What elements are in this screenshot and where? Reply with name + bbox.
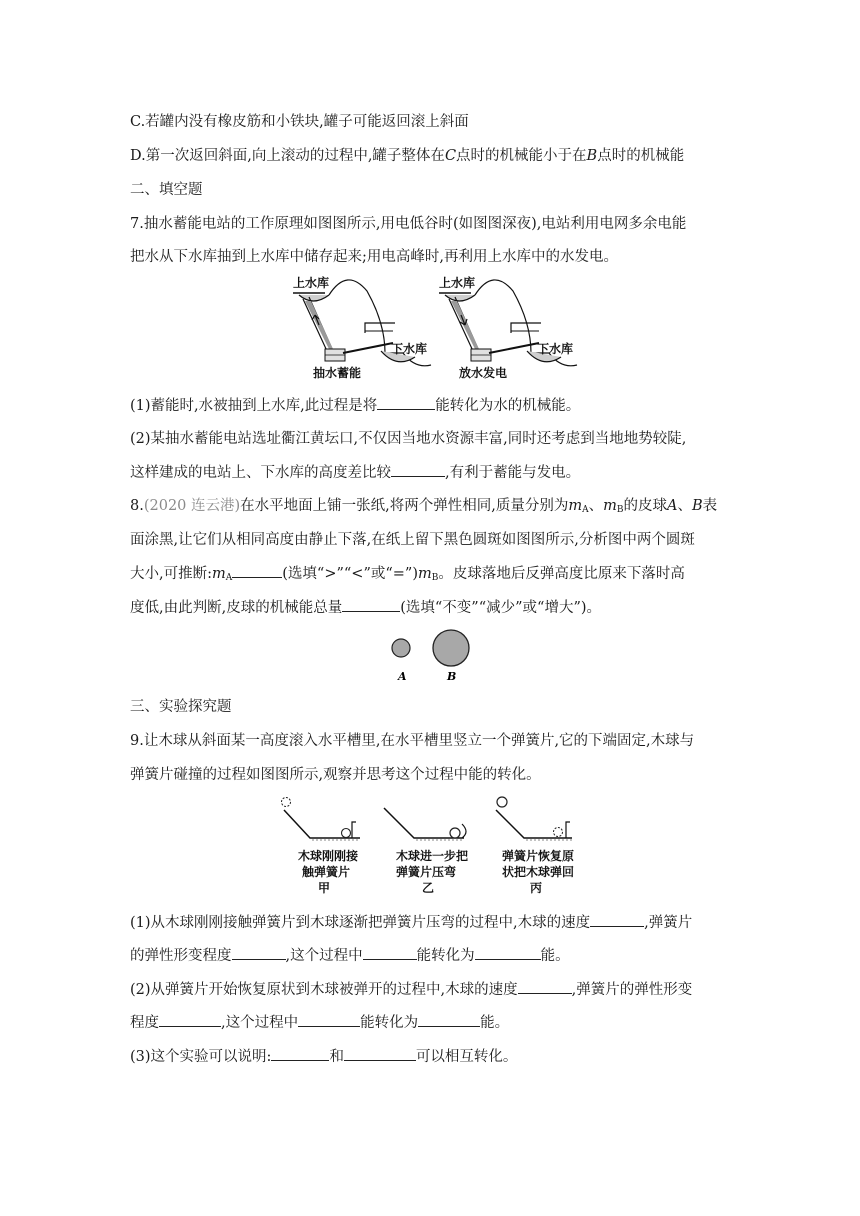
answer-blank[interactable] <box>344 1046 416 1061</box>
svg-text:触弹簧片: 触弹簧片 <box>302 865 351 879</box>
svg-text:状把木球弹回: 状把木球弹回 <box>502 865 575 879</box>
panel-bing <box>496 797 574 895</box>
q7-sub1: (1)蓄能时,水被抽到上水库,此过程是将 能转化为水的机械能。 <box>130 395 580 416</box>
svg-text:乙: 乙 <box>422 881 435 895</box>
q9-sub1-line1: (1)从木球刚刚接触弹簧片到木球逐渐把弹簧片压弯的过程中,木球的速度 ,弹簧片 <box>130 912 692 933</box>
answer-blank[interactable] <box>271 1046 329 1061</box>
q8-text-line4: 度低,由此判断,皮球的机械能总量 (选填“不变”“减少”或“增大”)。 <box>130 597 601 618</box>
spot-a-label: A <box>398 670 407 683</box>
q7-sub2-line2: 这样建成的电站上、下水库的高度差比较 ,有利于蓄能与发电。 <box>130 462 580 483</box>
q9-sub1-line2: 的弹性形变程度 ,这个过程中 能转化为 能。 <box>130 945 570 966</box>
panel-jia <box>282 798 361 896</box>
svg-text:丙: 丙 <box>530 881 543 895</box>
lower-reservoir-label-left: 下水库 <box>391 342 428 356</box>
pumped-storage-figure <box>285 273 585 385</box>
q9-sub2-line1: (2)从弹簧片开始恢复原状到木球被弹开的过程中,木球的速度 ,弹簧片的弹性形变 <box>130 979 692 1000</box>
q9-text-line2: 弹簧片碰撞的过程如图图所示,观察并思考这个过程中能的转化。 <box>130 767 541 783</box>
svg-text:甲: 甲 <box>318 881 331 895</box>
answer-blank[interactable] <box>363 945 417 960</box>
spot-a <box>392 639 410 657</box>
answer-blank[interactable] <box>518 979 572 994</box>
q7-sub2-line1: (2)某抽水蓄能电站选址衢江黄坛口,不仅因当地水资源丰富,同时还考虑到当地地势较陡, <box>130 431 687 447</box>
panel-yi <box>384 808 468 895</box>
q7-text-line2: 把水从下水库抽到上水库中储存起来;用电高峰时,再利用上水库中的水发电。 <box>130 249 618 265</box>
pumping-panel <box>293 275 431 380</box>
answer-blank[interactable] <box>232 563 282 578</box>
lower-reservoir-label-right: 下水库 <box>537 342 574 356</box>
q8-text-line3: 大小,可推断$:m_A$ (选填“>”“<”或“$=”)m_B$。皮球落地后反弹高度比原来下落时高 <box>130 563 685 588</box>
answer-blank[interactable] <box>342 597 400 612</box>
q9-sub3: (3)这个实验可以说明: 和 可以相互转化。 <box>130 1046 517 1067</box>
svg-text:弹簧片压弯: 弹簧片压弯 <box>396 865 457 879</box>
q6-option-c: C.若罐内没有橡皮筋和小铁块,罐子可能返回滚上斜面 <box>130 114 469 130</box>
answer-blank[interactable] <box>391 462 445 477</box>
q8-text-line2: 面涂黑,让它们从相同高度由静止下落,在纸上留下黑色圆斑如图图所示,分析图中两个圆斑 <box>130 532 695 548</box>
answer-blank[interactable] <box>475 945 541 960</box>
answer-blank[interactable] <box>377 395 435 410</box>
spot-b-label: B <box>447 670 457 683</box>
svg-text:木球刚刚接: 木球刚刚接 <box>298 849 359 863</box>
spot-b <box>433 630 469 666</box>
svg-text:弹簧片恢复原: 弹簧片恢复原 <box>502 849 575 863</box>
answer-blank[interactable] <box>590 912 644 927</box>
generating-panel <box>439 275 577 380</box>
svg-text:木球进一步把: 木球进一步把 <box>396 849 469 863</box>
answer-blank[interactable] <box>418 1012 480 1027</box>
upper-reservoir-label-left: 上水库 <box>293 276 330 290</box>
answer-blank[interactable] <box>232 945 286 960</box>
answer-blank[interactable] <box>159 1012 221 1027</box>
upper-reservoir-label-right: 上水库 <box>439 276 476 290</box>
generating-caption: 放水发电 <box>459 366 508 380</box>
q7-text-line1: 7.抽水蓄能电站的工作原理如图图所示,用电低谷时(如图图深夜),电站利用电网多余电能 <box>130 216 687 232</box>
q6-option-d: D.第一次返回斜面,向上滚动的过程中,罐子整体在C点时的机械能小于在B点时的机械能 <box>130 148 685 164</box>
source-tag: (2020 连云港) <box>143 498 241 514</box>
answer-blank[interactable] <box>298 1012 360 1027</box>
section-experiment-heading: 三、实验探究题 <box>130 699 232 715</box>
q9-text-line1: 9.让木球从斜面某一高度滚入水平槽里,在水平槽里竖立一个弹簧片,它的下端固定,木球与 <box>130 733 695 749</box>
pumping-caption: 抽水蓄能 <box>313 366 362 380</box>
q9-sub2-line2: 程度 ,这个过程中 能转化为 能。 <box>130 1012 509 1033</box>
q8-text-line1: 8.(2020 连云港)在水平地面上铺一张纸,将两个弹性相同,质量分别为$m_A$、$m_B$的皮球A、B表 <box>130 498 718 515</box>
section-fill-blank-heading: 二、填空题 <box>130 182 203 198</box>
spring-experiment-figure <box>278 796 588 900</box>
ball-spots-figure <box>385 628 475 686</box>
